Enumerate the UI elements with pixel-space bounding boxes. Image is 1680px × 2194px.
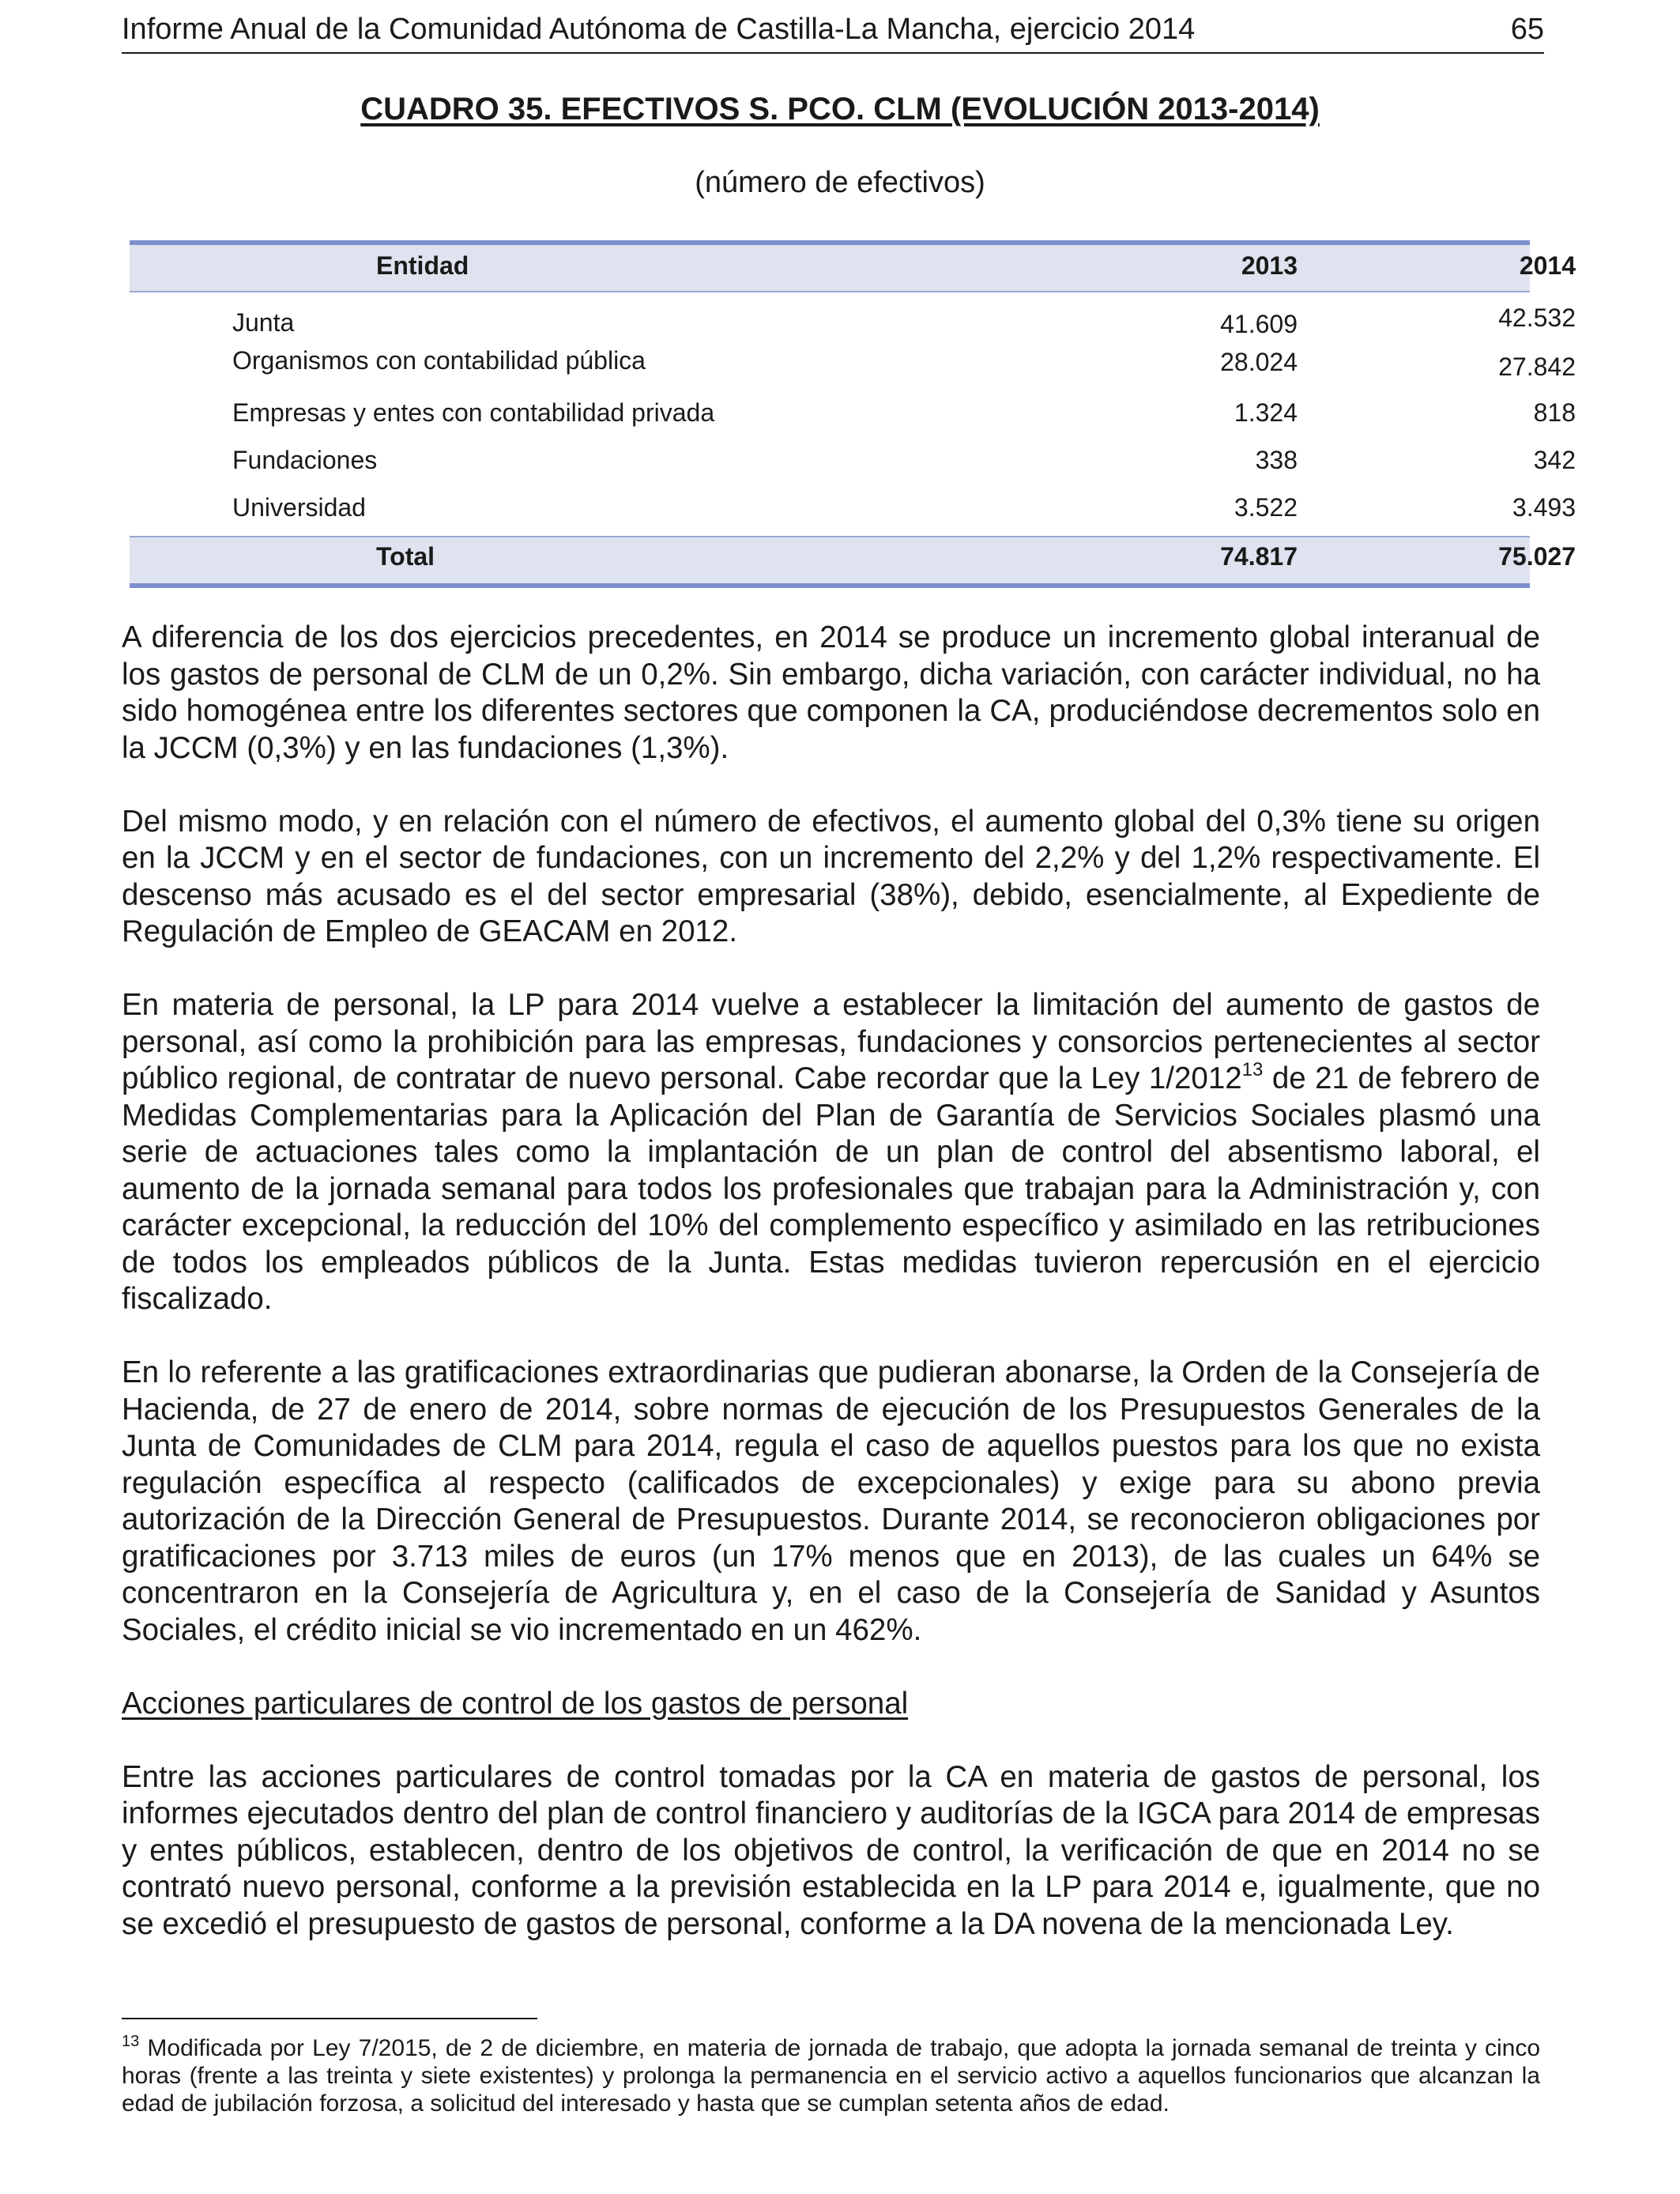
- footnote-reference: 13: [1241, 1059, 1264, 1080]
- table-cell-entidad: Fundaciones: [232, 446, 378, 474]
- report-title: Informe Anual de la Comunidad Autónoma de Castilla-La Mancha, ejercicio 2014: [122, 13, 1196, 46]
- table-subtitle: (número de efectivos): [695, 166, 985, 199]
- table-cell-2013: 28.024: [1220, 348, 1298, 376]
- paragraph-text: En materia de personal, la LP para 2014 vuelve a establecer la limitación del aumento de gastos de personal, así como la prohibición para las empresas, fundaciones y consorcios pertenecientes al sector público regional, de contratar de nuevo personal. Cabe recordar que la Ley 1/2012: [122, 988, 1540, 1095]
- table-cell-2014: 27.842: [1498, 352, 1576, 381]
- table-cell-entidad: Junta: [232, 308, 295, 337]
- paragraph: En lo referente a las gratificaciones extraordinarias que pudieran abonarse, la Orden de la Consejería de Hacienda, de 27 de enero de 2014, sobre normas de ejecución de los Presupuestos Generales de la Junta de Comunidades de CLM para 2014, regula el caso de aquellos puestos para los que no exista regulación específica al respecto (calificados de excepcionales) y exige para su abono previa autorización de la Dirección General de Presupuestos. Durante 2014, se reconocieron obligaciones por gratificaciones por 3.713 miles de euros (un 17% menos que en 2013), de las cuales un 64% se concentraron en la Consejería de Agricultura y, en el caso de la Consejería de Sanidad y Asuntos Sociales, el crédito inicial se vio incrementado en un 462%.: [122, 1355, 1540, 1647]
- footnote-text: Modificada por Ley 7/2015, de 2 de diciembre, en materia de jornada de trabajo, que adopta la jornada semanal de treinta y cinco horas (frente a las treinta y siete existentes) y prolonga la permanencia en el servicio activo a aquellos funcionarios que alcanzan la edad de jubilación forzosa, a solicitud del interesado y hasta que se cumplan setenta años de edad.: [122, 2035, 1540, 2117]
- column-header-2014: 2014: [1519, 251, 1576, 280]
- footnote: [122, 2034, 1540, 2117]
- paragraph-text: de 21 de febrero de Medidas Complementarias para la Aplicación del Plan de Garantía de Servicios Sociales plasmó una serie de actuaciones tales como la implantación de un plan de control del absentismo laboral, el aumento de la jornada semanal para todos los profesionales que trabajan para la Administración y, con carácter excepcional, la reducción del 10% del complemento específico y asimilado en las retribuciones de todos los empleados públicos de la Junta. Estas medidas tuvieron repercusión en el ejercicio fiscalizado.: [122, 1061, 1541, 1316]
- footnote-number: 13: [122, 2033, 140, 2050]
- paragraph: [122, 987, 1540, 1318]
- page-header: [122, 11, 1544, 54]
- paragraph: Del mismo modo, y en relación con el número de efectivos, el aumento global del 0,3% tiene su origen en la JCCM y en el sector de fundaciones, con un incremento del 2,2% y del 1,2% respectivamente. El descenso más acusado es el del sector empresarial (38%), debido, esencialmente, al Expediente de Regulación de Empleo de GEACAM en 2012.: [122, 804, 1540, 948]
- body-text: [122, 620, 1540, 1980]
- column-header-2013: 2013: [1241, 251, 1298, 280]
- total-label: Total: [376, 542, 435, 571]
- efectivos-table: [130, 240, 1576, 588]
- paragraph: A diferencia de los dos ejercicios precedentes, en 2014 se produce un incremento global interanual de los gastos de personal de CLM de un 0,2%. Sin embargo, dicha variación, con carácter individual, no ha sido homogénea entre los diferentes sectores que componen la CA, produciéndose decrementos solo en la JCCM (0,3%) y en las fundaciones (1,3%).: [122, 620, 1540, 765]
- table-cell-2013: 3.522: [1234, 493, 1298, 522]
- column-header-entidad: Entidad: [376, 251, 469, 280]
- table-cell-entidad: Empresas y entes con contabilidad privada: [232, 398, 715, 427]
- total-2013: 74.817: [1220, 542, 1298, 571]
- table-cell-2013: 41.609: [1220, 310, 1298, 338]
- table-cell-2014: 818: [1533, 398, 1576, 427]
- footnote-separator: [122, 2018, 537, 2019]
- table-cell-2014: 3.493: [1512, 493, 1576, 522]
- table-cell-2013: 338: [1255, 446, 1298, 474]
- table-cell-2014: 42.532: [1498, 303, 1576, 332]
- total-2014: 75.027: [1498, 542, 1576, 571]
- table-cell-entidad: Organismos con contabilidad pública: [232, 346, 646, 375]
- section-heading: Acciones particulares de control de los gastos de personal: [122, 1686, 909, 1721]
- paragraph: Entre las acciones particulares de control tomadas por la CA en materia de gastos de personal, los informes ejecutados dentro del plan de control financiero y auditorías de la IGCA para 2014 de empresas y entes públicos, establecen, dentro de los objetivos de control, la verificación de que en 2014 no se contrató nuevo personal, conforme a la previsión establecida en la LP para 2014 e, igualmente, que no se excedió el presupuesto de gastos de personal, conforme a la DA novena de la mencionada Ley.: [122, 1759, 1540, 1941]
- table-cell-2014: 342: [1533, 446, 1576, 474]
- table-cell-entidad: Universidad: [232, 493, 366, 522]
- table-cell-2013: 1.324: [1234, 398, 1298, 427]
- page-number: 65: [1510, 13, 1544, 46]
- table-title: CUADRO 35. EFECTIVOS S. PCO. CLM (EVOLUCIÓN 2013-2014): [360, 92, 1320, 126]
